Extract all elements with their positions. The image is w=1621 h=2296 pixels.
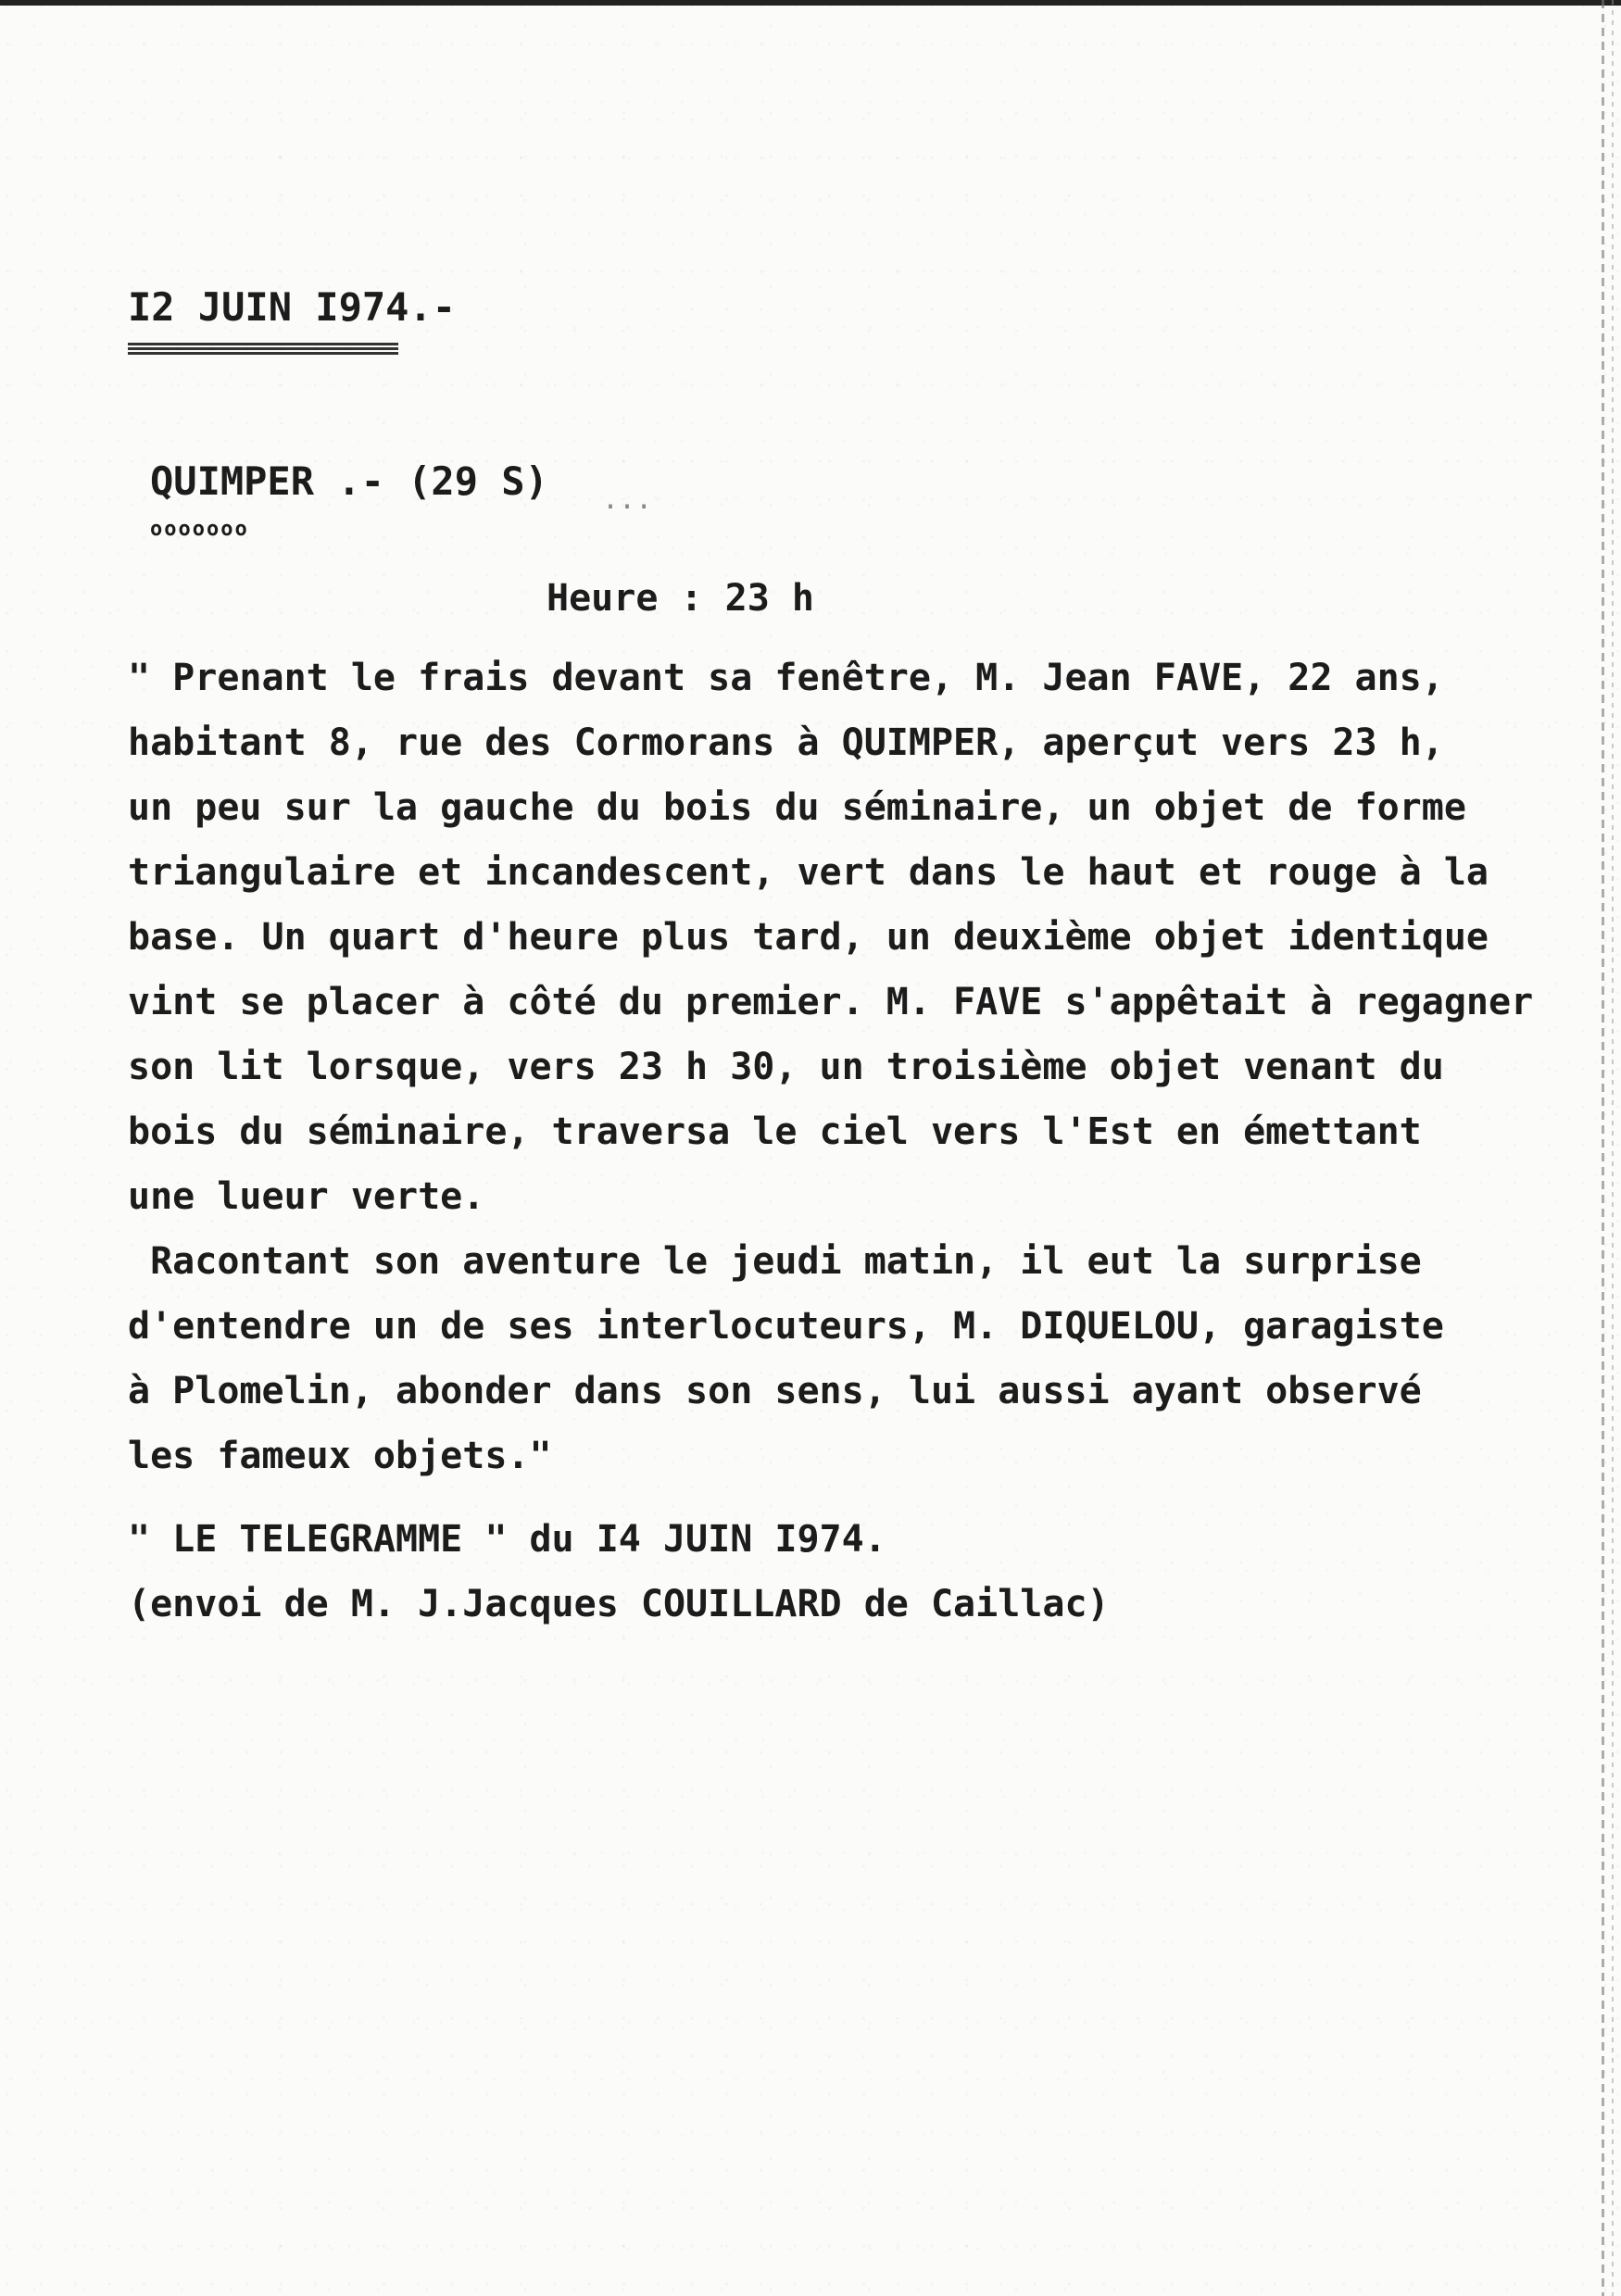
body-line: vint se placer à côté du premier. M. FAVE s'appêtait à regagner xyxy=(128,981,1534,1023)
body-line: un peu sur la gauche du bois du séminaire, un objet de forme xyxy=(128,786,1466,829)
faint-marks: ... xyxy=(602,483,653,516)
sender-credit: (envoi de M. J.Jacques COUILLARD de Caillac) xyxy=(128,1583,1110,1625)
body-line: d'entendre un de ses interlocuteurs, M. DIQUELOU, garagiste xyxy=(128,1305,1444,1348)
body-line: habitant 8, rue des Cormorans à QUIMPER, aperçut vers 23 h, xyxy=(128,721,1444,764)
body-line: Racontant son aventure le jeudi matin, il eut la surprise xyxy=(128,1240,1422,1283)
body-line: son lit lorsque, vers 23 h 30, un troisième objet venant du xyxy=(128,1046,1444,1088)
place-heading: QUIMPER .- (29 S) xyxy=(150,458,548,504)
body-line: une lueur verte. xyxy=(128,1175,485,1218)
body-line: à Plomelin, abonder dans son sens, lui aussi ayant observé xyxy=(128,1370,1422,1412)
body-line: " Prenant le frais devant sa fenêtre, M. Jean FAVE, 22 ans, xyxy=(128,657,1444,699)
body-line: base. Un quart d'heure plus tard, un deuxième objet identique xyxy=(128,916,1489,959)
body-line: triangulaire et incandescent, vert dans le haut et rouge à la xyxy=(128,851,1489,894)
newspaper-source: " LE TELEGRAMME " du I4 JUIN I974. xyxy=(128,1518,886,1561)
body-line: bois du séminaire, traversa le ciel vers l'Est en émettant xyxy=(128,1110,1422,1153)
document-date: I2 JUIN I974.- xyxy=(128,284,457,330)
body-line: les fameux objets." xyxy=(128,1435,552,1477)
time-line: Heure : 23 h xyxy=(547,577,814,620)
place-underline: ooooooo xyxy=(150,518,249,541)
top-border xyxy=(0,0,1621,6)
date-underline xyxy=(128,343,398,356)
scan-edge-mark xyxy=(1612,0,1614,2296)
scan-edge-mark xyxy=(1602,0,1604,2296)
